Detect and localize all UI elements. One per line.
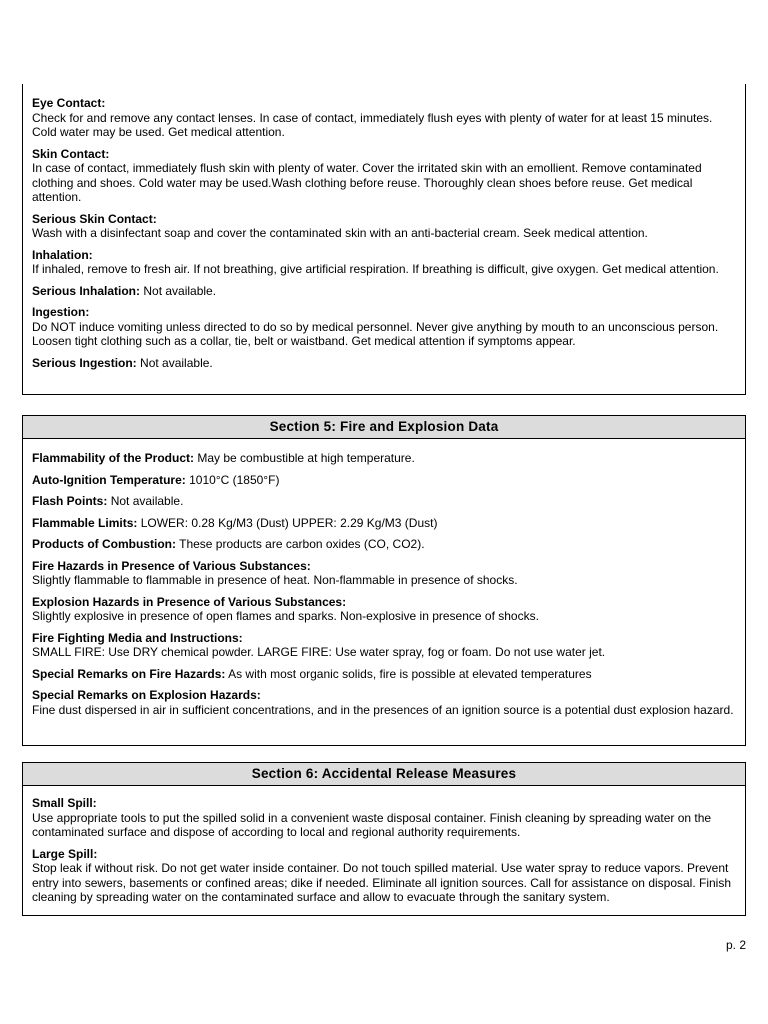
entry-text: Not available.	[143, 283, 217, 298]
entry-text: Stop leak if without risk. Do not get water inside container. Do not touch spilled material. Use water spray to reduce vapors. Prevent entry into sewers, basements or confined areas; dike if needed. Eliminate all ignition sources. Call for assistance on disposal. Finish cleaning by spreading water on the contaminated surface and allow to evacuate through the sanitary system.	[32, 861, 732, 904]
entry-text: May be combustible at high temperature.	[197, 451, 415, 465]
entry-label: Skin Contact:	[32, 146, 110, 161]
entry-text: Slightly explosive in presence of open flames and sparks. Non-explosive in presence of shocks.	[32, 609, 539, 623]
entry-text: 1010°C (1850°F)	[189, 472, 280, 487]
entry-text: As with most organic solids, fire is possible at elevated temperatures	[228, 666, 592, 681]
entry-label: Auto-Ignition Temperature:	[32, 472, 186, 487]
flammability-entry	[32, 451, 736, 466]
entry-label: Eye Contact:	[32, 96, 106, 110]
page-number: p. 2	[725, 938, 746, 952]
fire-hazards-entry	[32, 559, 736, 588]
ingestion-entry	[32, 305, 736, 349]
entry-label: Fire Hazards in Presence of Various Substances:	[32, 558, 311, 573]
fire-remarks-entry	[32, 667, 736, 682]
entry-label: Serious Ingestion:	[32, 355, 137, 370]
small-spill-entry	[32, 796, 736, 840]
entry-label: Special Remarks on Fire Hazards:	[32, 666, 226, 681]
inhalation-entry	[32, 248, 736, 277]
auto-ignition-entry	[32, 473, 736, 488]
entry-label: Products of Combustion:	[32, 537, 176, 551]
entry-text: In case of contact, immediately flush skin with plenty of water. Cover the irritated skin with an emollient. Remove contaminated clothing and shoes. Cold water may be used.Wash clothing before reuse. Thoroughly clean shoes before reuse. Get medical attention.	[32, 161, 702, 204]
entry-text: SMALL FIRE: Use DRY chemical powder. LARGE FIRE: Use water spray, fog or foam. Do not use water jet.	[32, 645, 606, 659]
entry-label: Ingestion:	[32, 305, 90, 319]
entry-text: Fine dust dispersed in air in sufficient concentrations, and in the presences of an ignition source is a potential dust explosion hazard.	[32, 702, 734, 717]
entry-text: These products are carbon oxides (CO, CO2).	[179, 537, 425, 551]
explosion-remarks-entry	[32, 688, 736, 717]
entry-text: Wash with a disinfectant soap and cover the contaminated skin with an anti-bacterial cream. Seek medical attention.	[32, 226, 648, 240]
explosion-hazards-entry	[32, 595, 736, 624]
entry-text: Not available.	[110, 494, 184, 508]
entry-label: Flammability of the Product:	[32, 451, 195, 465]
entry-label: Explosion Hazards in Presence of Various Substances:	[32, 594, 347, 609]
entry-label: Special Remarks on Explosion Hazards:	[32, 688, 261, 702]
serious-ingestion-entry	[32, 356, 736, 371]
first-aid-section	[22, 84, 746, 395]
entry-text: LOWER: 0.28 Kg/M3 (Dust) UPPER: 2.29 Kg/M3 (Dust)	[140, 515, 438, 530]
large-spill-entry	[32, 847, 736, 905]
entry-label: Flammable Limits:	[32, 515, 138, 530]
entry-text: Do NOT induce vomiting unless directed to do so by medical personnel. Never give anything by mouth to an unconscious person. Loosen tight clothing such as a collar, tie, belt or waistband. Get medical attention if symptoms appear.	[32, 319, 719, 348]
entry-label: Flash Points:	[32, 494, 108, 508]
entry-label: Small Spill:	[32, 796, 97, 810]
entry-text: Check for and remove any contact lenses. In case of contact, immediately flush eyes with plenty of water for at least 15 minutes. Cold water may be used. Get medical attention.	[32, 110, 713, 139]
section-title: Section 6: Accidental Release Measures	[23, 763, 745, 786]
entry-label: Large Spill:	[32, 846, 98, 861]
skin-contact-entry	[32, 147, 736, 205]
entry-label: Fire Fighting Media and Instructions:	[32, 630, 243, 645]
serious-skin-contact-entry	[32, 212, 736, 241]
serious-inhalation-entry	[32, 284, 736, 299]
section-title: Section 5: Fire and Explosion Data	[23, 416, 745, 439]
entry-text: Use appropriate tools to put the spilled solid in a convenient waste disposal container. Finish cleaning by spreading water on the contaminated surface and dispose of according to local and regional authority requirements.	[32, 810, 712, 839]
accidental-release-section	[22, 762, 746, 916]
entry-text: Not available.	[140, 355, 213, 370]
entry-text: If inhaled, remove to fresh air. If not breathing, give artificial respiration. If breathing is difficult, give oxygen. Get medical attention.	[32, 262, 719, 276]
entry-label: Serious Inhalation:	[32, 283, 141, 298]
combustion-products-entry	[32, 537, 736, 552]
fire-fighting-entry	[32, 631, 736, 660]
flammable-limits-entry	[32, 516, 736, 531]
entry-text: Slightly flammable to flammable in presence of heat. Non-flammable in presence of shocks.	[32, 573, 518, 587]
eye-contact-entry	[32, 96, 736, 140]
entry-label: Serious Skin Contact:	[32, 211, 157, 226]
fire-explosion-section	[22, 415, 746, 746]
entry-label: Inhalation:	[32, 247, 93, 262]
flash-points-entry	[32, 494, 736, 509]
